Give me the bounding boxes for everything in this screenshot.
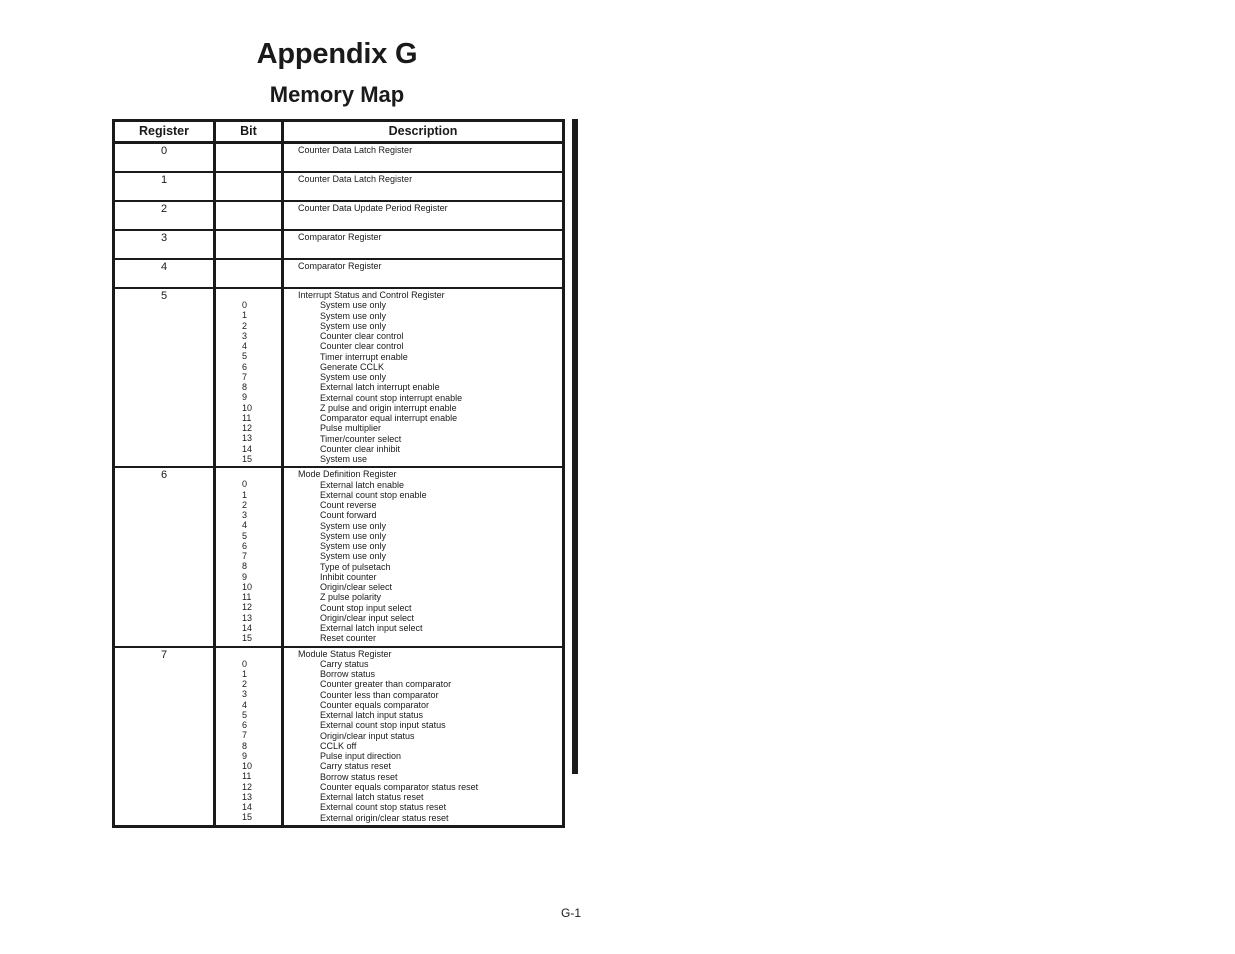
column-header-bit: Bit	[215, 121, 283, 143]
bit-number: 1	[242, 489, 248, 500]
bit-description: Generate CCLK	[320, 361, 385, 372]
description-cell	[283, 259, 564, 288]
description-cell	[283, 647, 564, 827]
bit-number: 15	[242, 812, 253, 823]
table-row	[114, 230, 564, 259]
bit-number: 4	[242, 520, 248, 531]
bit-number: 5	[242, 530, 248, 541]
bit-description: Pulse multiplier	[320, 423, 382, 434]
bit-number: 15	[242, 633, 253, 643]
bit-description: System use only	[320, 520, 387, 531]
bit-description: Pulse input direction	[320, 751, 402, 761]
description-cell	[283, 172, 564, 201]
bit-number: 4	[242, 699, 248, 710]
bit-number: 9	[242, 392, 248, 403]
table-header-row	[114, 121, 564, 143]
bit-number: 8	[242, 740, 248, 751]
bit-number: 3	[242, 510, 248, 520]
bit-description: Origin/clear input status	[320, 730, 415, 741]
bit-number: 4	[242, 341, 248, 351]
bit-description: CCLK off	[320, 740, 357, 751]
bit-number: 8	[242, 382, 248, 392]
register-name: Mode Definition Register	[298, 469, 397, 480]
bit-description: Inhibit counter	[320, 571, 377, 582]
register-cell: 7	[114, 647, 215, 827]
register-cell: 0	[114, 143, 215, 173]
section-title: Memory Map	[269, 82, 405, 107]
column-header-description: Description	[283, 121, 564, 143]
description-cell	[283, 288, 564, 467]
bit-description: External latch status reset	[320, 792, 424, 802]
description-cell	[283, 230, 564, 259]
bit-number: 8	[242, 561, 248, 572]
page-title: Appendix G	[256, 38, 418, 70]
register-name: Comparator Register	[298, 232, 382, 242]
bit-description: Z pulse and origin interrupt enable	[320, 402, 457, 413]
bit-description: Carry status	[320, 658, 369, 669]
page-number: G-1	[561, 906, 582, 920]
bit-number: 2	[242, 499, 248, 510]
bit-number: 7	[242, 551, 248, 561]
bit-number: 12	[242, 423, 253, 433]
register-name: Counter Data Update Period Register	[298, 203, 448, 213]
bit-description: External origin/clear status reset	[320, 812, 449, 823]
bit-number: 0	[242, 658, 248, 669]
bit-number: 15	[242, 453, 253, 464]
bit-description: System use only	[320, 372, 387, 382]
table-row	[114, 647, 564, 827]
bit-number: 13	[242, 433, 253, 444]
description-cell	[283, 467, 564, 646]
bit-number: 7	[242, 730, 248, 741]
bit-description: Count reverse	[320, 500, 377, 510]
register-cell: 6	[114, 467, 215, 646]
bit-description: System use only	[320, 541, 387, 551]
bit-description: External latch input status	[320, 710, 424, 720]
bit-description: Counter clear control	[320, 341, 404, 352]
bit-cell	[215, 230, 283, 259]
bit-cell	[215, 467, 283, 646]
bit-description: External count stop interrupt enable	[320, 392, 463, 403]
bit-number: 11	[242, 592, 252, 602]
bit-number: 11	[242, 412, 252, 423]
bit-description: External count stop enable	[320, 489, 427, 500]
bit-description: System use only	[320, 530, 387, 541]
table-row	[114, 467, 564, 646]
bit-number: 3	[242, 689, 248, 700]
bit-description: External latch enable	[320, 479, 405, 490]
bit-description: Origin/clear input select	[320, 612, 415, 623]
description-cell	[283, 201, 564, 230]
bit-description: Comparator equal interrupt enable	[320, 413, 458, 423]
bit-description: Counter clear inhibit	[320, 443, 401, 454]
bit-description: Counter less than comparator	[320, 689, 439, 700]
bit-cell	[215, 143, 283, 173]
bit-description: Counter equals comparator	[320, 699, 430, 710]
bit-number: 14	[242, 802, 253, 812]
bit-description: Count stop input select	[320, 602, 412, 613]
margin-bar	[572, 119, 578, 774]
bit-description: Z pulse polarity	[320, 592, 382, 603]
bit-cell	[215, 647, 283, 827]
register-name: Counter Data Latch Register	[298, 174, 413, 184]
bit-description: Reset counter	[320, 633, 377, 644]
bit-number: 14	[242, 443, 253, 454]
register-cell: 3	[114, 230, 215, 259]
table-row	[114, 143, 564, 173]
bit-number: 6	[242, 361, 248, 372]
bit-number: 2	[242, 679, 248, 689]
bit-number: 5	[242, 709, 248, 720]
register-cell: 2	[114, 201, 215, 230]
bit-description: Counter clear control	[320, 331, 404, 341]
bit-number: 7	[242, 371, 248, 382]
bit-cell	[215, 259, 283, 288]
bit-number: 1	[242, 668, 248, 679]
bit-description: External latch input select	[320, 623, 423, 633]
bit-number: 10	[242, 761, 253, 771]
bit-number: 3	[242, 330, 248, 341]
bit-description: Type of pulsetach	[320, 561, 391, 572]
bit-description: System use only	[320, 320, 387, 331]
bit-number: 13	[242, 791, 253, 802]
bit-description: Borrow status	[320, 669, 376, 679]
bit-description: Borrow status reset	[320, 771, 398, 782]
bit-description: Timer/counter select	[320, 433, 402, 444]
bit-description: System use only	[320, 300, 387, 311]
bit-cell	[215, 201, 283, 230]
bit-description: Count forward	[320, 510, 377, 521]
bit-number: 2	[242, 320, 248, 331]
register-name: Comparator Register	[298, 261, 382, 271]
bit-number: 6	[242, 720, 248, 730]
bit-number: 9	[242, 750, 248, 761]
bit-number: 11	[242, 771, 252, 782]
table-row	[114, 259, 564, 288]
bit-number: 0	[242, 479, 248, 490]
description-cell	[283, 143, 564, 173]
bit-description: External count stop status reset	[320, 802, 447, 813]
bit-number: 1	[242, 310, 248, 321]
bit-description: External latch interrupt enable	[320, 382, 440, 393]
bit-number: 10	[242, 581, 253, 592]
bit-description: Timer interrupt enable	[320, 351, 408, 362]
bit-description: Carry status reset	[320, 761, 392, 772]
register-name: Module Status Register	[298, 648, 392, 659]
bit-number: 10	[242, 402, 253, 413]
bit-cell	[215, 288, 283, 467]
bit-number: 13	[242, 612, 253, 623]
bit-number: 12	[242, 602, 253, 613]
bit-number: 5	[242, 351, 248, 362]
bit-number: 14	[242, 622, 253, 633]
table-row	[114, 172, 564, 201]
bit-description: System use only	[320, 551, 387, 562]
register-name: Counter Data Latch Register	[298, 145, 413, 155]
bit-number: 6	[242, 540, 248, 551]
bit-cell	[215, 172, 283, 201]
register-cell: 4	[114, 259, 215, 288]
bit-number: 0	[242, 300, 248, 310]
bit-description: Counter greater than comparator	[320, 679, 452, 690]
register-cell: 5	[114, 288, 215, 467]
table-row	[114, 201, 564, 230]
bit-description: System use only	[320, 310, 387, 321]
register-name: Interrupt Status and Control Register	[298, 290, 445, 300]
table-row	[114, 288, 564, 467]
bit-description: Origin/clear select	[320, 582, 393, 592]
memory-map-table	[112, 119, 565, 828]
register-cell: 1	[114, 172, 215, 201]
bit-description: System use	[320, 454, 368, 464]
column-header-register: Register	[114, 121, 215, 143]
bit-description: External count stop input status	[320, 720, 446, 731]
bit-description: Counter equals comparator status reset	[320, 781, 479, 792]
bit-number: 12	[242, 781, 253, 792]
table-body	[114, 143, 564, 827]
bit-number: 9	[242, 571, 248, 582]
